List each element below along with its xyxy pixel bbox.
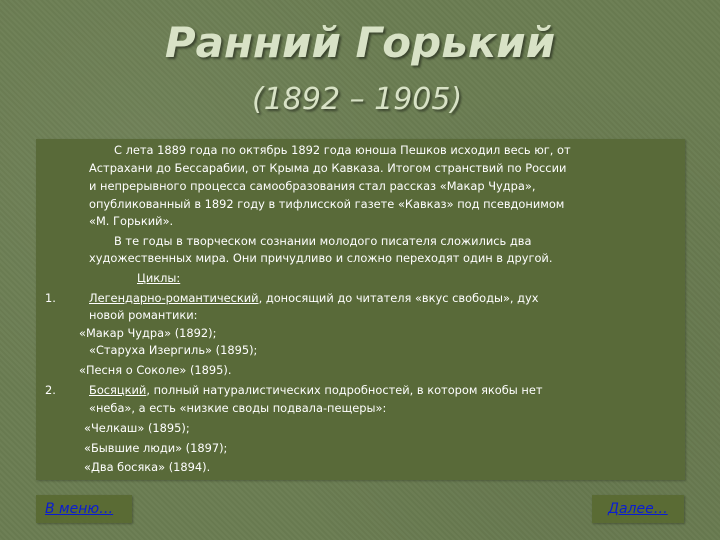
next-button-label[interactable]: Далее… (608, 501, 668, 517)
cycle-2-number: 2. (45, 383, 56, 397)
paragraph-2-line: художественных мира. Они причудливо и сложно переходят один в другой. (89, 251, 553, 265)
paragraph-1-line: «М. Горький». (89, 214, 174, 228)
next-button[interactable] (592, 495, 684, 523)
cycles-label: Циклы: (137, 271, 181, 285)
cycle-2-line (89, 382, 543, 398)
cycle-1-work: «Макар Чудра» (1892); (79, 326, 217, 340)
cycle-1-name: Легендарно-романтический (89, 291, 259, 305)
cycle-1-work: «Старуха Изергиль» (1895); (89, 343, 258, 357)
cycle-2-name: Босяцкий (89, 383, 147, 397)
cycle-2-continuation: «неба», а есть «низкие своды подвала-пещеры»: (89, 401, 387, 415)
cycle-2-description: , полный натуралистических подробностей, в котором якобы нет (146, 383, 543, 397)
paragraph-1-line: Астрахани до Бессарабии, от Крыма до Кавказа. Итогом странствий по России (89, 161, 567, 175)
cycle-1-continuation: новой романтики: (89, 308, 198, 322)
paragraph-1-line: и непрерывного процесса самообразования стал рассказ «Макар Чудра», (89, 179, 536, 193)
paragraph-2-line: В те годы в творческом сознании молодого писателя сложились два (114, 234, 532, 248)
cycle-1-description: , доносящий до читателя «вкус свободы», дух (258, 291, 539, 305)
cycle-2-work: «Челкаш» (1895); (84, 421, 190, 435)
paragraph-1-line: С лета 1889 года по октябрь 1892 года юноша Пешков исходил весь юг, от (114, 143, 571, 157)
slide-title: Ранний Горький (164, 18, 556, 67)
cycle-2-work: «Два босяка» (1894). (84, 460, 211, 474)
cycle-1-work: «Песня о Соколе» (1895). (79, 363, 232, 377)
cycle-1-number: 1. (45, 291, 56, 305)
cycle-1-line (89, 290, 539, 306)
cycle-2-work: «Бывшие люди» (1897); (84, 441, 228, 455)
menu-button[interactable] (36, 495, 132, 523)
slide-subtitle: (1892 – 1905) (252, 82, 463, 117)
menu-button-label[interactable]: В меню… (45, 501, 114, 517)
paragraph-1-line: опубликованный в 1892 году в тифлисской газете «Кавказ» под псевдонимом (89, 197, 565, 211)
